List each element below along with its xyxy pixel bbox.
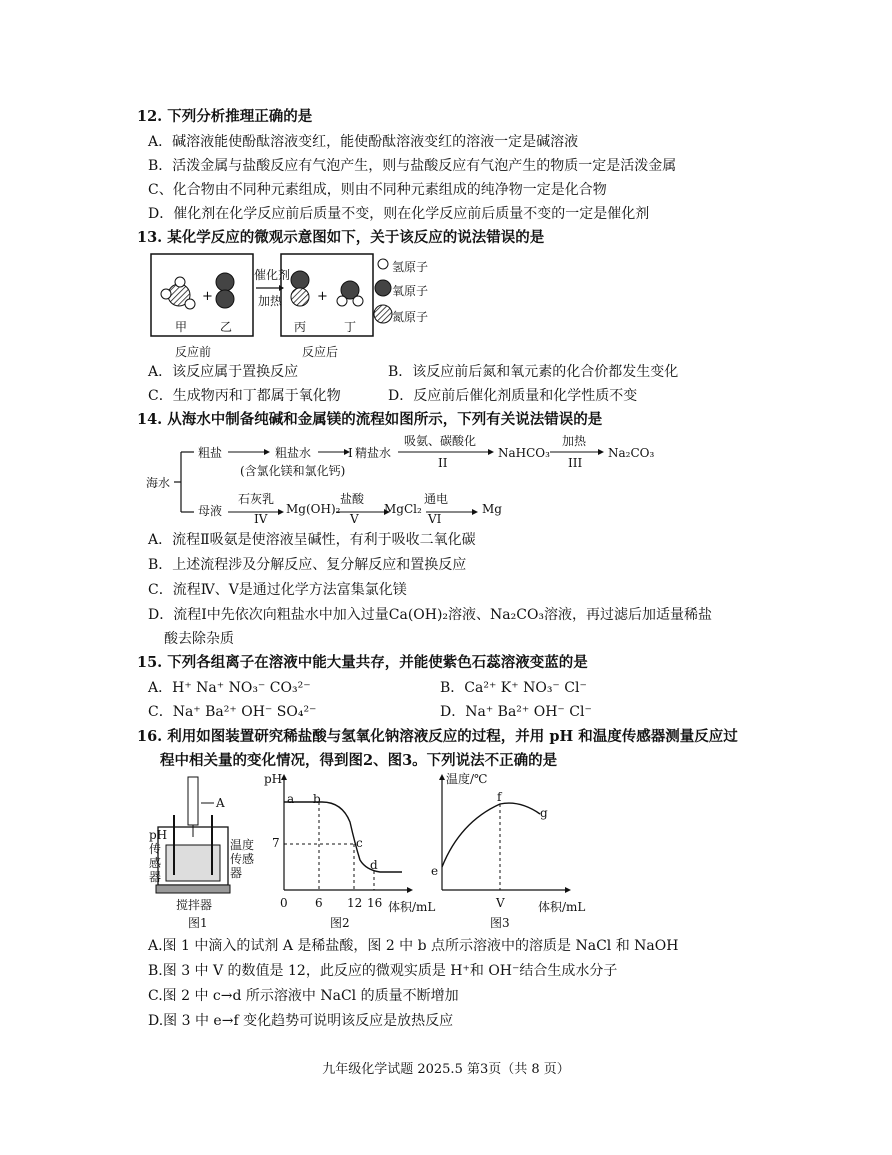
fig2-ylabel: pH (264, 772, 283, 786)
fig1-stirrer: 搅拌器 (176, 898, 213, 912)
legend-hydrogen: 氢原子 (392, 260, 429, 274)
q12-option-b: B．活泼金属与盐酸反应有气泡产生，则与盐酸反应有气泡产生的物质一定是活泼金属 (148, 158, 677, 174)
label-heat: 加热 (258, 294, 283, 308)
fig1-ph-sensor: pH传感器 (149, 828, 168, 884)
flow-step5: V (350, 512, 359, 526)
fig3-caption: 图3 (490, 916, 510, 930)
fig1-temp-sensor: 温度传感器 (230, 838, 255, 880)
q14-option-b: B．上述流程涉及分解反应、复分解反应和置换反应 (148, 557, 467, 573)
flow-mother: 母液 (198, 504, 223, 518)
q13-option-d: D．反应前后催化剂质量和化学性质不变 (388, 388, 638, 404)
q14-stem: 14. 从海水中制备纯碱和金属镁的流程如图所示，下列有关说法错误的是 (137, 411, 603, 428)
legend-oxygen: 氧原子 (392, 284, 429, 298)
fig2-point-a: a (287, 792, 295, 806)
label-catalyst: 催化剂 (254, 268, 291, 282)
q15-stem: 15. 下列各组离子在溶液中能大量共存，并能使紫色石蕊溶液变蓝的是 (137, 654, 588, 671)
legend-nitrogen: 氮原子 (392, 310, 429, 324)
q12-stem: 12. 下列分析推理正确的是 (137, 108, 313, 125)
flow-pure-brine: 精盐水 (355, 446, 392, 460)
q16-option-b: B.图 3 中 V 的数值是 12，此反应的微观实质是 H⁺和 OH⁻结合生成水分子 (148, 963, 618, 979)
fig1-label-a: A (216, 796, 225, 810)
label-jia: 甲 (175, 320, 188, 334)
flow-brine: 粗盐水 (275, 446, 312, 460)
label-ding: 丁 (344, 320, 357, 334)
flow-hcl: 盐酸 (340, 492, 365, 506)
flow-crude-salt: 粗盐 (198, 446, 223, 460)
q15-option-b: B．Ca²⁺ K⁺ NO₃⁻ Cl⁻ (440, 680, 587, 696)
flow-ammonia: 吸氨、碳酸化 (404, 434, 477, 448)
fig3-xlabel: 体积/mL (538, 900, 586, 914)
fig2-point-d: d (370, 858, 378, 872)
fig3-point-f: f (497, 790, 502, 804)
flow-note: (含氯化镁和氯化钙) (240, 464, 346, 478)
flow-mgoh2: Mg(OH)₂ (286, 502, 341, 516)
fig2-point-c: c (356, 836, 363, 850)
svg-text:+: + (202, 289, 213, 304)
fig2-xtick-6: 6 (315, 896, 323, 910)
q12-option-a: A．碱溶液能使酚酞溶液变红，能使酚酞溶液变红的溶液一定是碱溶液 (148, 134, 579, 150)
page-footer: 九年级化学试题 2025.5 第3页（共 8 页） (322, 1062, 570, 1077)
flow-step6: VI (428, 512, 442, 526)
fig3-point-e: e (431, 864, 439, 878)
q15-option-d: D．Na⁺ Ba²⁺ OH⁻ Cl⁻ (440, 704, 592, 720)
fig3-xtick-v: V (496, 896, 505, 910)
flow-heating: 加热 (562, 434, 587, 448)
flow-step3: III (568, 456, 583, 470)
flow-lime: 石灰乳 (238, 492, 275, 506)
label-yi: 乙 (220, 320, 233, 334)
fig2-xtick-12: 12 (347, 896, 363, 910)
fig2-xlabel: 体积/mL (388, 900, 436, 914)
fig2-caption: 图2 (330, 916, 350, 930)
q16-stem-line2: 程中相关量的变化情况，得到图2、图3。下列说法不正确的是 (160, 752, 558, 769)
fig2-point-b: b (313, 792, 321, 806)
q14-option-a: A．流程Ⅱ吸氨是使溶液呈碱性，有利于吸收二氧化碳 (148, 532, 476, 548)
flow-step2: II (438, 456, 448, 470)
fig2-xtick-0: 0 (280, 896, 288, 910)
fig3-ylabel: 温度/℃ (446, 772, 488, 786)
flow-nahco3: NaHCO₃ (498, 446, 550, 460)
q15-option-a: A．H⁺ Na⁺ NO₃⁻ CO₃²⁻ (148, 680, 311, 696)
fig3-temp-chart (430, 772, 580, 900)
q16-stem-line1: 16. 利用如图装置研究稀盐酸与氢氧化钠溶液反应的过程，并用 pH 和温度传感器测量反应过 (137, 728, 738, 745)
q16-option-d: D.图 3 中 e→f 变化趋势可说明该反应是放热反应 (148, 1013, 454, 1029)
flow-mgcl2: MgCl₂ (384, 502, 422, 516)
svg-text:+: + (317, 289, 328, 304)
fig2-xtick-16: 16 (367, 896, 383, 910)
flow-mg: Mg (482, 502, 502, 516)
q14-option-d: D．流程Ⅰ中先依次向粗盐水中加入过量Ca(OH)₂溶液、Na₂CO₃溶液，再过滤后加适量稀盐 (148, 607, 713, 623)
q16-option-c: C.图 2 中 c→d 所示溶液中 NaCl 的质量不断增加 (148, 988, 459, 1004)
q13-stem: 13. 某化学反应的微观示意图如下，关于该反应的说法错误的是 (137, 229, 545, 246)
fig1-caption: 图1 (188, 916, 208, 930)
label-after: 反应后 (302, 345, 339, 359)
q13-option-c: C．生成物丙和丁都属于氧化物 (148, 388, 341, 404)
q13-option-b: B．该反应前后氮和氧元素的化合价都发生变化 (388, 364, 679, 380)
q16-option-a: A.图 1 中滴入的试剂 A 是稀盐酸，图 2 中 b 点所示溶液中的溶质是 NaCl 和 NaOH (148, 938, 679, 954)
flow-seawater: 海水 (146, 476, 171, 490)
q12-option-d: D．催化剂在化学反应前后质量不变，则在化学反应前后质量不变的一定是催化剂 (148, 206, 650, 222)
q12-option-c: C、化合物由不同种元素组成，则由不同种元素组成的纯净物一定是化合物 (148, 182, 607, 198)
q13-option-a: A．该反应属于置换反应 (148, 364, 299, 380)
flow-na2co3: Na₂CO₃ (608, 446, 655, 460)
flow-step1: I (348, 446, 353, 460)
fig3-point-g: g (540, 806, 548, 820)
flow-step4: IV (254, 512, 268, 526)
q14-option-c: C．流程Ⅳ、Ⅴ是通过化学方法富集氯化镁 (148, 582, 407, 598)
flow-electro: 通电 (424, 492, 449, 506)
fig2-y7: 7 (272, 836, 280, 850)
label-bing: 丙 (294, 320, 307, 334)
q14-option-d-cont: 酸去除杂质 (164, 631, 234, 647)
label-before: 反应前 (175, 345, 212, 359)
q15-option-c: C．Na⁺ Ba²⁺ OH⁻ SO₄²⁻ (148, 704, 317, 720)
